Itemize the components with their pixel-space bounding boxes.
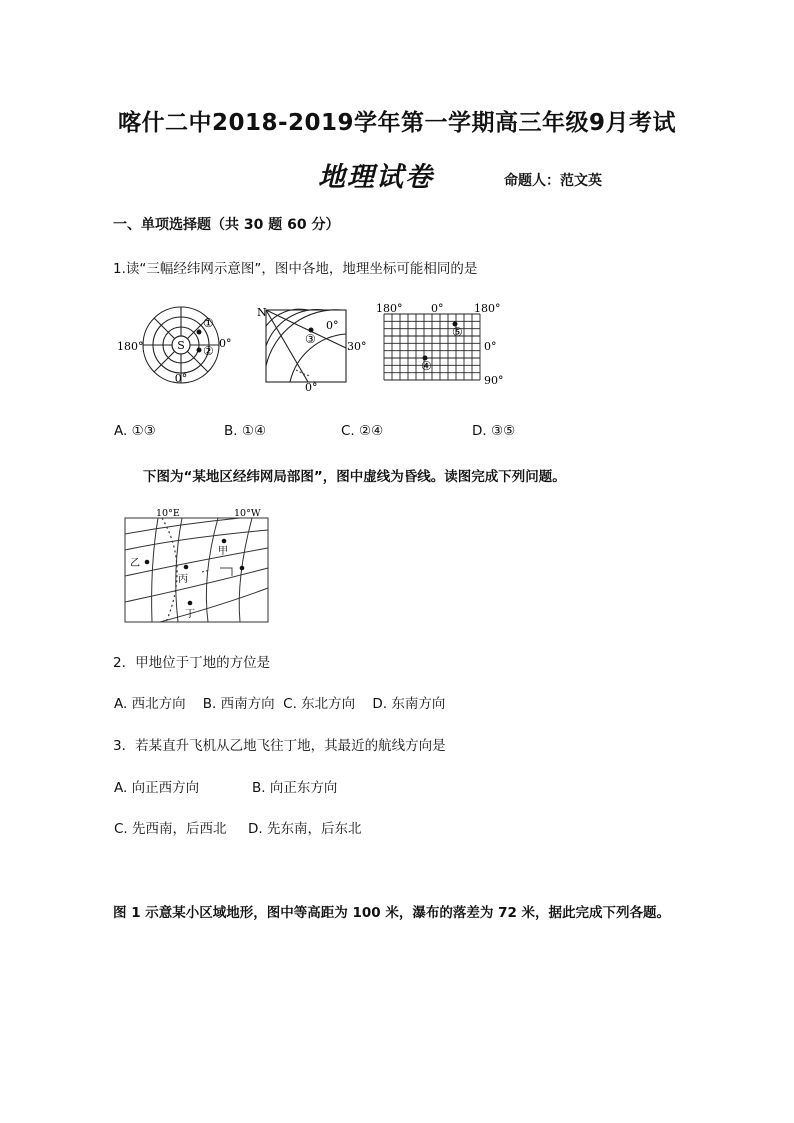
section-heading: 一、单项选择题（共 30 题 60 分） (113, 217, 340, 233)
question-2: 2．甲地位于丁地的方位是 (113, 655, 271, 671)
lat-label-30: 30° (347, 340, 367, 353)
q2-options[interactable]: A. 西北方向 B. 西南方向 C. 东北方向 D. 东南方向 (114, 696, 446, 712)
intro-map-questions: 下图为“某地区经纬网局部图”，图中虚线为昏线。读图完成下列问题。 (143, 469, 566, 485)
figure-local-grid-map (120, 506, 272, 624)
q1-option-d[interactable]: D. ③⑤ (472, 423, 516, 439)
exam-title: 喀什二中2018-2019学年第一学期高三年级9月考试 (117, 110, 677, 136)
exam-subtitle: 地理试卷 (318, 162, 434, 193)
point-4-label: ④ (421, 359, 432, 373)
pole-label: S (177, 339, 185, 352)
figure-polar-grid (115, 300, 240, 392)
q3-option-a[interactable]: A. 向正西方向 (114, 780, 200, 796)
figure-rect-grid (374, 298, 509, 392)
point-1-label: ① (203, 316, 214, 330)
q1-option-c[interactable]: C. ②④ (341, 423, 384, 439)
exam-author: 命题人：范文英 (504, 173, 602, 189)
lon-label-180: 180° (117, 340, 144, 353)
lon-label-0-bottom: 0° (305, 381, 318, 394)
lon-label-180-right: 180° (474, 302, 501, 315)
q3-option-b[interactable]: B. 向正东方向 (252, 780, 338, 796)
lon-label-10w: 10°W (234, 508, 261, 519)
north-label: N (257, 306, 267, 319)
lat-label-0: 0° (484, 340, 497, 353)
place-yi: 乙 (130, 558, 140, 569)
place-ding: 丁 (185, 609, 195, 620)
point-2-label: ② (203, 344, 214, 358)
lon-label-180-left: 180° (376, 302, 403, 315)
lon-label-0-bottom: 0° (174, 372, 188, 385)
question-1: 1.读“三幅经纬网示意图”，图中各地，地理坐标可能相同的是 (113, 261, 478, 277)
lon-label-0-right: 0° (219, 337, 232, 350)
intro-terrain-questions: 图 1 示意某小区域地形，图中等高距为 100 米，瀑布的落差为 72 米，据此完成下列各题。 (113, 905, 671, 921)
question-3: 3．若某直升飞机从乙地飞往丁地，其最近的航线方向是 (113, 738, 446, 754)
lon-label-0-top: 0° (431, 302, 444, 315)
figure-quadrant-grid (252, 302, 372, 394)
q1-option-a[interactable]: A. ①③ (114, 423, 156, 439)
point-5-label: ⑤ (452, 325, 463, 339)
q3-options-cd[interactable]: C. 先西南，后西北 D. 先东南，后东北 (114, 821, 362, 837)
lon-label-10e: 10°E (156, 508, 180, 519)
place-jia: 甲 (218, 546, 228, 557)
q1-option-b[interactable]: B. ①④ (224, 423, 267, 439)
place-bing: 丙 (178, 574, 188, 585)
lon-label-0-top: 0° (326, 319, 339, 332)
lat-label-90: 90° (484, 374, 504, 387)
point-3-label: ③ (305, 332, 316, 346)
